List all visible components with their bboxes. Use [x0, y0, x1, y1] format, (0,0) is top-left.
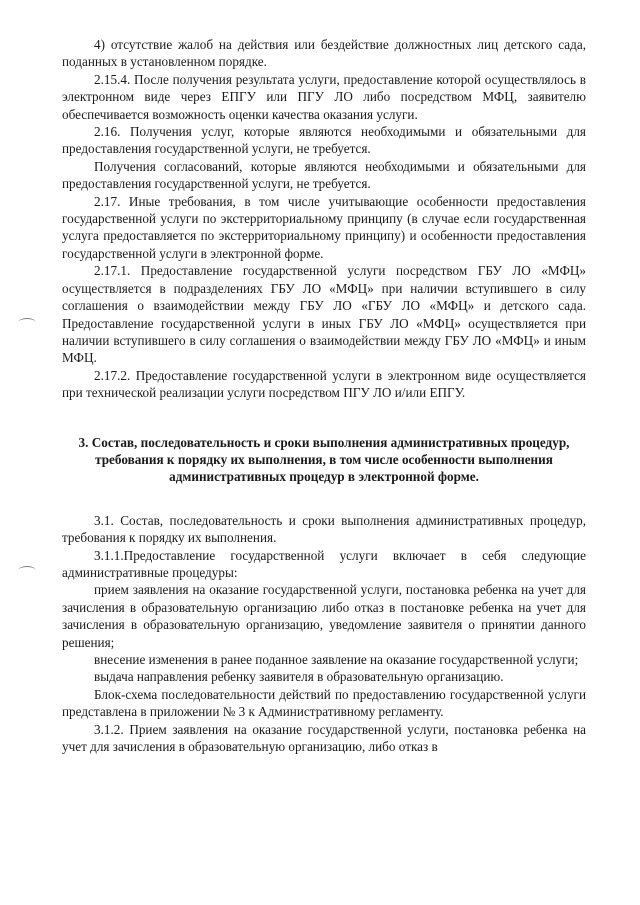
paragraph-3-1-2: 3.1.2. Прием заявления на оказание государственной услуги, постановка ребенка на учет для зачисления в образовательную организацию, либо отказ в: [62, 721, 586, 755]
paragraph-approvals: Получения согласований, которые являются необходимыми и обязательными для предоставления государственной услуги, не требуется.: [62, 158, 586, 192]
paragraph-2-17-2: 2.17.2. Предоставление государственной услуги в электронном виде осуществляется при технической реализации услуги посредством ПГУ ЛО и/или ЕПГУ.: [62, 367, 586, 401]
paragraph-procedure-2: внесение изменения в ранее поданное заявление на оказание государственной услуги;: [94, 652, 579, 667]
paragraph-3-1: 3.1. Состав, последовательность и сроки выполнения административных процедур, требования к порядку их выполнения.: [62, 512, 586, 546]
scan-margin-mark: [18, 318, 36, 327]
document-body: [62, 36, 586, 755]
paragraph-flowchart: Блок-схема последовательности действий по предоставлению государственной услуги представлена в приложении № 3 к Административному регламенту.: [62, 686, 586, 720]
paragraph-2-15-4: 2.15.4. После получения результата услуги, предоставление которой осуществлялось в электронном виде через ЕПГУ или ПГУ ЛО либо посредством МФЦ, заявителю обеспечивается возможность оценки качества оказания услуги.: [62, 71, 586, 122]
paragraph-3-1-1: 3.1.1.Предоставление государственной услуги включает в себя следующие административные процедуры:: [62, 547, 586, 580]
section-3-heading: 3. Состав, последовательность и сроки выполнения административных процедур, требования к порядку их выполнения, в том числе особенности выполнения административных процедур в электронной форме.: [78, 434, 570, 485]
scan-margin-mark: [18, 566, 36, 575]
paragraph-procedure-1: прием заявления на оказание государственной услуги, постановка ребенка на учет для зачисления в образовательную организацию либо отказ в постановке ребенка на учет для зачисления в образовательную организацию, уведомление заявителя о принятии данного решения;: [62, 582, 586, 650]
paragraph-2-17: 2.17. Иные требования, в том числе учитывающие особенности предоставления государственной услуги по экстерриториальному принципу (в случае если государственная услуга предоставляется по экстерриториальному принципу) и особенности предоставления государственной услуги в электронной форме.: [62, 193, 586, 261]
paragraph-procedure-3: выдача направления ребенку заявителя в образовательную организацию.: [94, 669, 504, 685]
paragraph-complaints: 4) отсутствие жалоб на действия или бездействие должностных лиц детского сада, поданных в установленном порядке.: [62, 37, 586, 70]
paragraph-2-17-1: 2.17.1. Предоставление государственной услуги посредством ГБУ ЛО «МФЦ» осуществляется в подразделениях ГБУ ЛО «МФЦ» при наличии вступившего в силу соглашения о взаимодействии между ГБУ ЛО «ГБУ ЛО «МФЦ» и детского сада. Предоставление государственной услуги в иных ГБУ ЛО «МФЦ» осуществляется при наличии вступившего в силу соглашения о взаимодействии между ГБУ ЛО «МФЦ» и иным МФЦ.: [62, 263, 586, 366]
paragraph-2-16: 2.16. Получения услуг, которые являются необходимыми и обязательными для предоставления государственной услуги, не требуется.: [62, 124, 586, 157]
